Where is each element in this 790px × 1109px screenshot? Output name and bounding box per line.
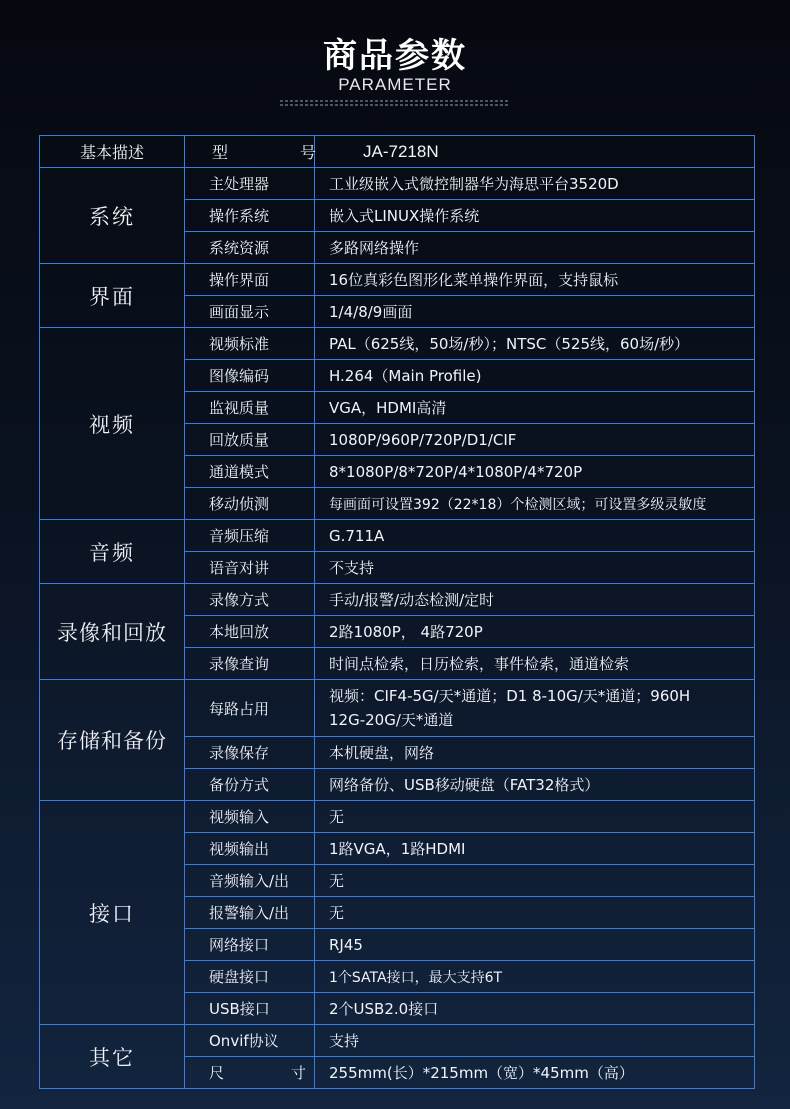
table-row	[40, 264, 755, 296]
page-title: 商品参数	[323, 36, 467, 76]
param-value: 支持	[315, 1025, 755, 1057]
param-name: Onvif协议	[185, 1025, 315, 1057]
param-value: 8*1080P/8*720P/4*1080P/4*720P	[315, 456, 755, 488]
page-header	[0, 0, 790, 125]
table-header-row	[40, 136, 755, 168]
table-row	[40, 168, 755, 200]
param-value: PAL（625线，50场/秒）；NTSC（525线，60场/秒）	[315, 328, 755, 360]
param-name: 报警输入/出	[185, 897, 315, 929]
table-row	[40, 1025, 755, 1057]
param-name: 移动侦测	[185, 488, 315, 520]
param-name: 录像方式	[185, 584, 315, 616]
model-number: JA-7218N	[315, 136, 755, 168]
param-name: 本地回放	[185, 616, 315, 648]
table-row	[40, 801, 755, 833]
param-name: 尺 寸	[185, 1057, 315, 1089]
param-value: 工业级嵌入式微控制器华为海思平台3520D	[315, 168, 755, 200]
param-name: 音频输入/出	[185, 865, 315, 897]
param-name: USB接口	[185, 993, 315, 1025]
category-interface: 界面	[40, 264, 185, 328]
param-name: 回放质量	[185, 424, 315, 456]
param-value: 手动/报警/动态检测/定时	[315, 584, 755, 616]
param-name: 主处理器	[185, 168, 315, 200]
param-value: 2个USB2.0接口	[315, 993, 755, 1025]
header-name: 型 号	[185, 136, 315, 168]
param-name: 操作系统	[185, 200, 315, 232]
param-name: 语音对讲	[185, 552, 315, 584]
table-row	[40, 680, 755, 737]
param-value: RJ45	[315, 929, 755, 961]
param-name: 操作界面	[185, 264, 315, 296]
param-value: 无	[315, 801, 755, 833]
param-name: 视频标准	[185, 328, 315, 360]
category-recording-playback: 录像和回放	[40, 584, 185, 680]
param-name: 备份方式	[185, 769, 315, 801]
header-category: 基本描述	[40, 136, 185, 168]
param-name: 视频输出	[185, 833, 315, 865]
param-value: 嵌入式LINUX操作系统	[315, 200, 755, 232]
category-audio: 音频	[40, 520, 185, 584]
param-name: 画面显示	[185, 296, 315, 328]
decorative-fine-text	[280, 100, 510, 108]
table-row	[40, 584, 755, 616]
param-value: 无	[315, 865, 755, 897]
param-value: 无	[315, 897, 755, 929]
param-name: 通道模式	[185, 456, 315, 488]
param-name: 每路占用	[185, 680, 315, 737]
param-value: 每画面可设置392（22*18）个检测区域；可设置多级灵敏度	[315, 488, 755, 520]
category-video: 视频	[40, 328, 185, 520]
param-name: 硬盘接口	[185, 961, 315, 993]
param-name: 视频输入	[185, 801, 315, 833]
category-storage-backup: 存储和备份	[40, 680, 185, 801]
param-value: 网络备份、USB移动硬盘（FAT32格式）	[315, 769, 755, 801]
param-value: G.711A	[315, 520, 755, 552]
param-value: 视频：CIF4-5G/天*通道；D1 8-10G/天*通道；960H 12G-20G/天*通道	[315, 680, 755, 737]
category-ports: 接口	[40, 801, 185, 1025]
param-value: 多路网络操作	[315, 232, 755, 264]
parameter-table	[39, 135, 755, 1089]
param-name: 系统资源	[185, 232, 315, 264]
param-name: 监视质量	[185, 392, 315, 424]
param-value: 1080P/960P/720P/D1/CIF	[315, 424, 755, 456]
param-value: H.264（Main Profile)	[315, 360, 755, 392]
param-value: 不支持	[315, 552, 755, 584]
param-value: 2路1080P， 4路720P	[315, 616, 755, 648]
table-row	[40, 520, 755, 552]
param-name: 音频压缩	[185, 520, 315, 552]
param-value: 255mm(长）*215mm（宽）*45mm（高）	[315, 1057, 755, 1089]
param-name: 图像编码	[185, 360, 315, 392]
param-value: VGA，HDMI高清	[315, 392, 755, 424]
param-value: 1路VGA，1路HDMI	[315, 833, 755, 865]
param-value: 1个SATA接口，最大支持6T	[315, 961, 755, 993]
param-name: 录像保存	[185, 737, 315, 769]
param-value: 16位真彩色图形化菜单操作界面，支持鼠标	[315, 264, 755, 296]
param-name: 网络接口	[185, 929, 315, 961]
param-value: 本机硬盘，网络	[315, 737, 755, 769]
category-other: 其它	[40, 1025, 185, 1089]
param-value: 时间点检索，日历检索，事件检索，通道检索	[315, 648, 755, 680]
table-row	[40, 328, 755, 360]
param-value: 1/4/8/9画面	[315, 296, 755, 328]
param-name: 录像查询	[185, 648, 315, 680]
page-subtitle: PARAMETER	[338, 75, 452, 94]
category-system: 系统	[40, 168, 185, 264]
